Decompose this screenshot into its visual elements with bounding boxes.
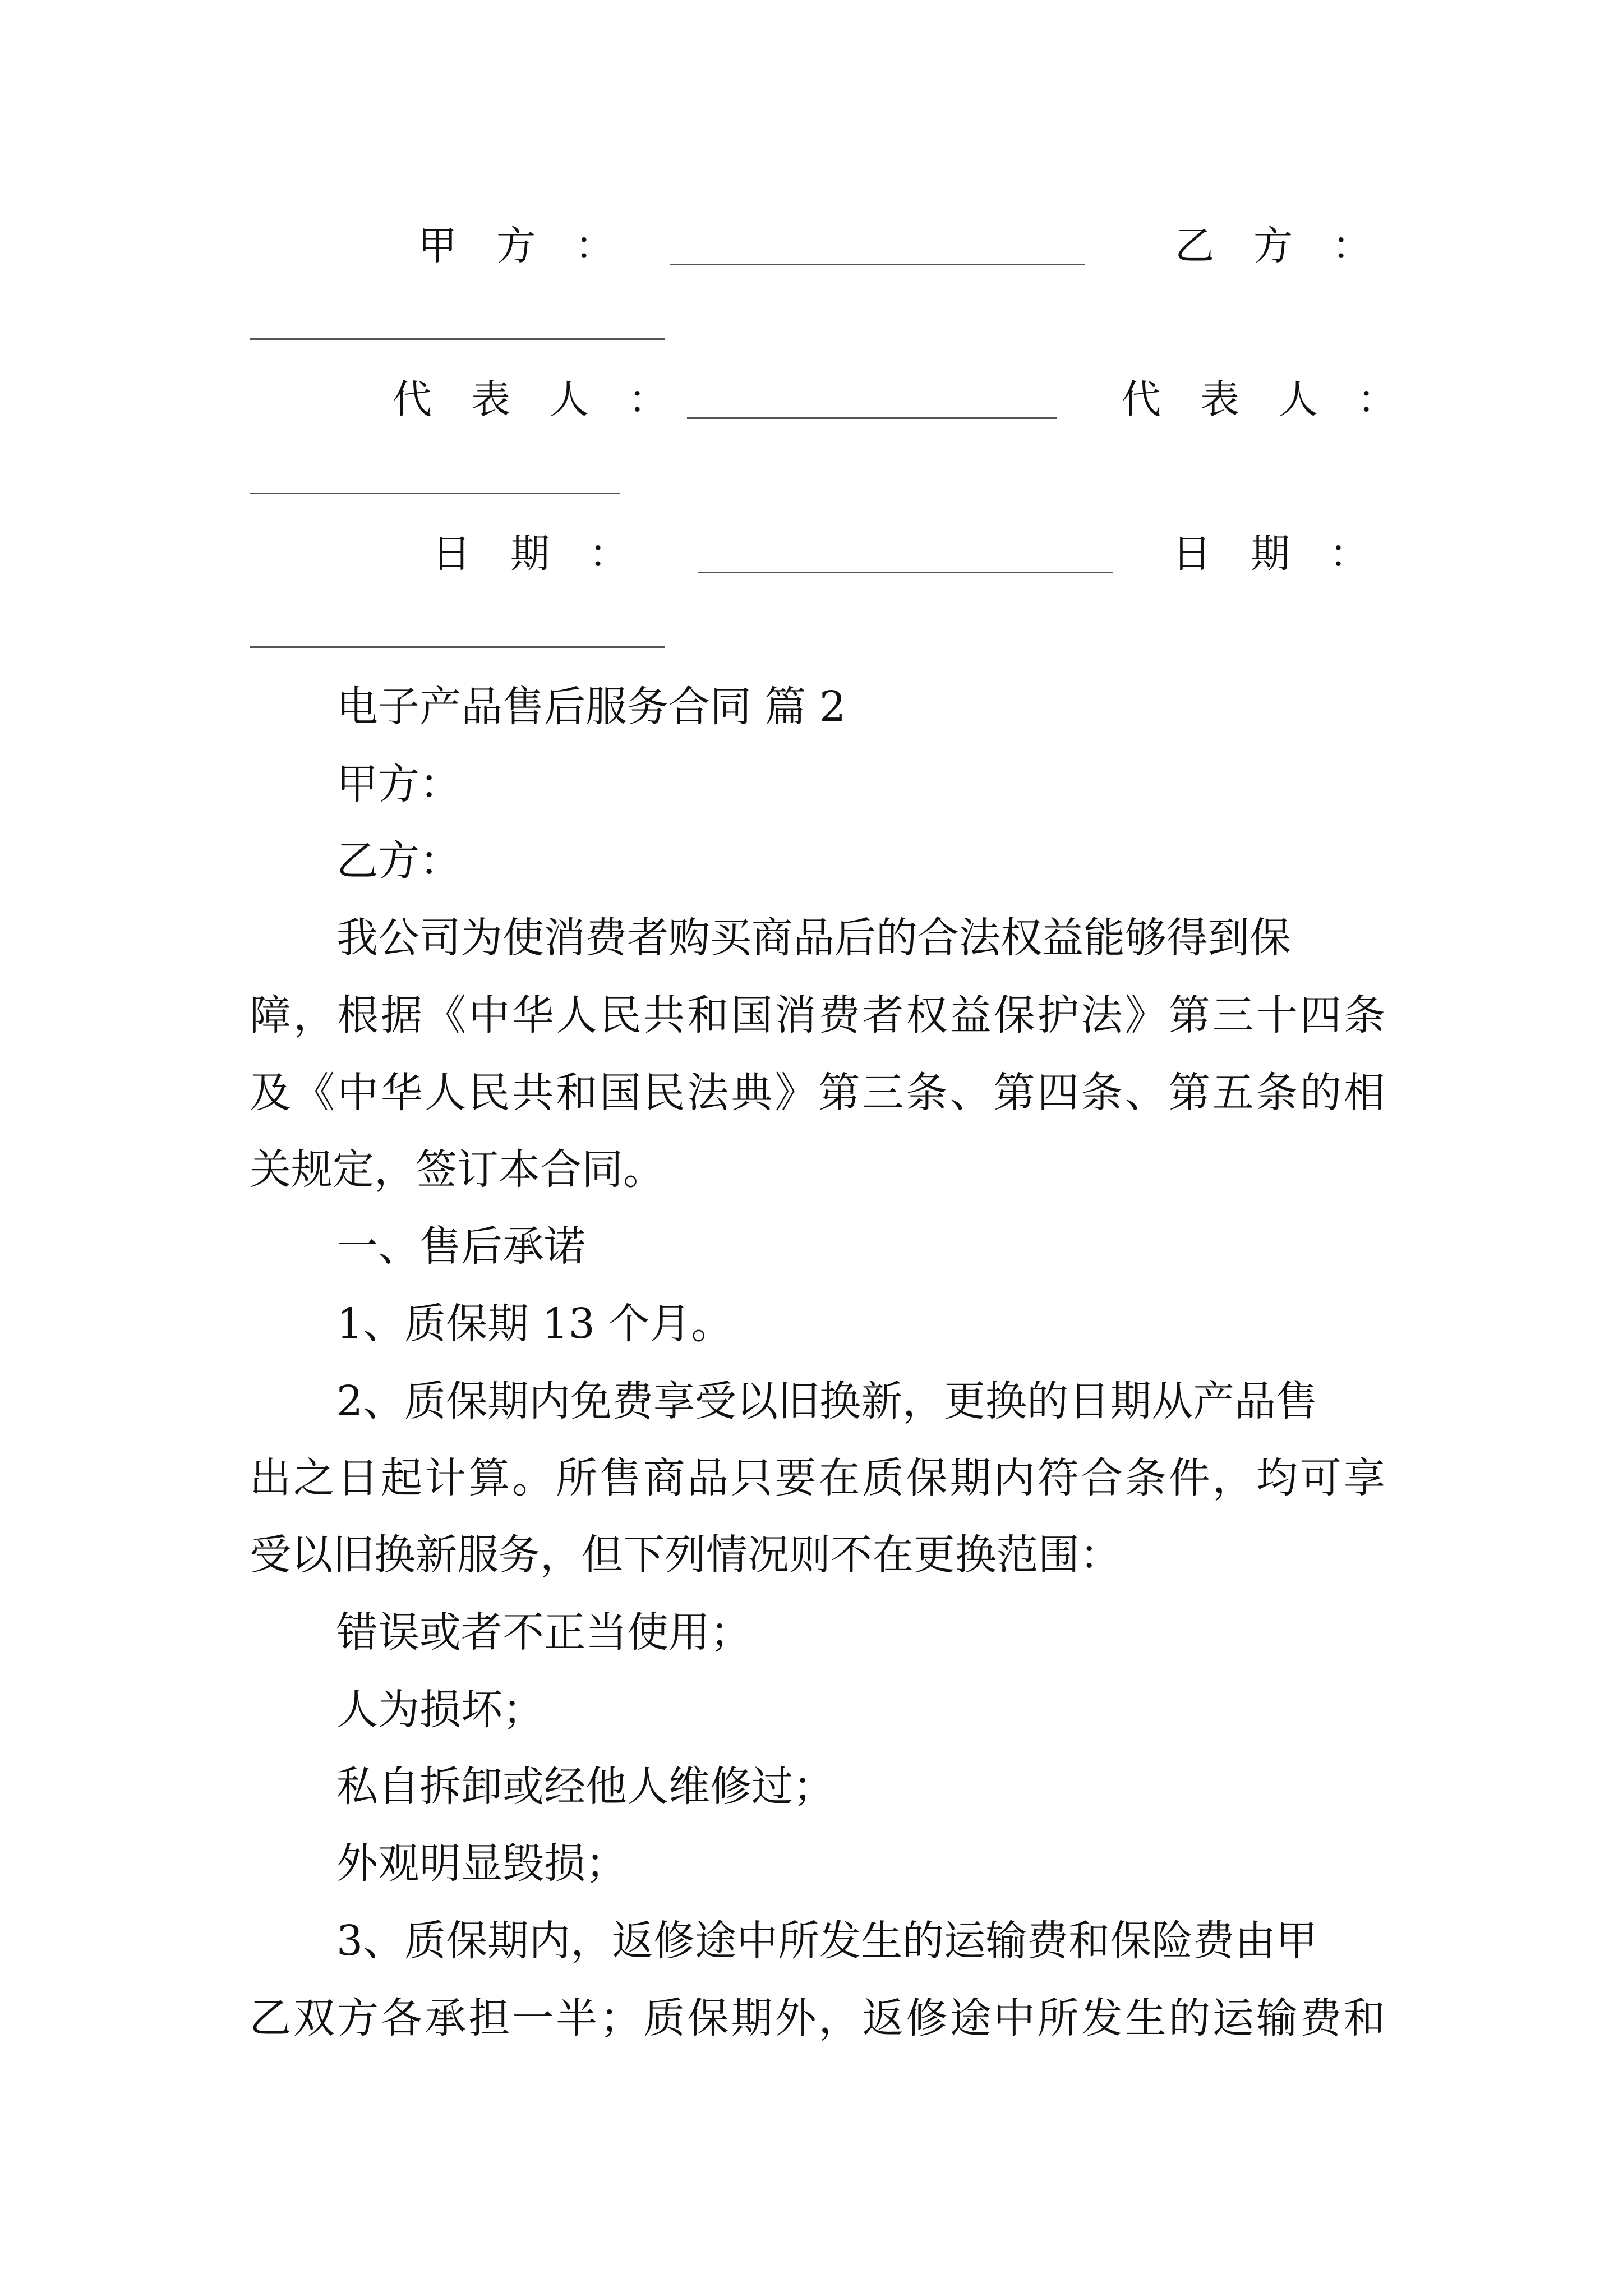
date-a-sign-label: 日 期 ： — [432, 531, 628, 577]
item-2-line-2: 出之日起计算。所售商品只要在质保期内符合条件，均可享 — [250, 1454, 1385, 1502]
party-b-sign-label: 乙 方 ： — [1175, 223, 1371, 269]
item-1: 1、质保期 13 个月。 — [336, 1300, 733, 1348]
exclusion-4: 外观明显毁损； — [336, 1839, 627, 1888]
intro-line-4: 关规定，签订本合同。 — [250, 1145, 665, 1194]
signature-row-representative — [0, 366, 1623, 433]
intro-line-2: 障，根据《中华人民共和国消费者权益保护法》第三十四条 — [250, 991, 1385, 1039]
party-a-sign-line[interactable] — [670, 264, 1085, 265]
rep-a-sign-line[interactable] — [687, 417, 1057, 419]
signature-row-date — [0, 520, 1623, 587]
exclusion-3: 私自拆卸或经他人维修过； — [336, 1763, 834, 1811]
date-b-sign-line[interactable] — [250, 646, 665, 648]
item-2-line-3: 受以旧换新服务，但下列情况则不在更换范围： — [250, 1531, 1121, 1579]
exclusion-1: 错误或者不正当使用； — [336, 1608, 751, 1657]
document-title: 电子产品售后服务合同 篇 2 — [336, 683, 846, 731]
intro-line-3: 及《中华人民共和国民法典》第三条、第四条、第五条的相 — [250, 1069, 1385, 1117]
intro-line-1: 我公司为使消费者购买商品后的合法权益能够得到保 — [336, 914, 1291, 962]
date-a-sign-line[interactable] — [698, 572, 1113, 573]
item-3-line-2: 乙双方各承担一半；质保期外，返修途中所发生的运输费和 — [250, 1994, 1385, 2042]
party-b-sign-line[interactable] — [250, 338, 665, 340]
item-2-line-1: 2、质保期内免费享受以旧换新，更换的日期从产品售 — [336, 1377, 1318, 1425]
exclusion-2: 人为损坏； — [336, 1686, 544, 1734]
party-a-heading: 甲方： — [336, 760, 461, 808]
party-b-heading: 乙方： — [336, 837, 461, 885]
rep-a-sign-label: 代 表 人 ： — [393, 376, 667, 422]
party-a-sign-label: 甲 方 ： — [418, 223, 614, 269]
item-3-line-1: 3、质保期内，返修途中所发生的运输费和保险费由甲 — [336, 1917, 1318, 1965]
date-b-sign-label: 日 期 ： — [1172, 531, 1368, 577]
rep-b-sign-label: 代 表 人 ： — [1122, 376, 1396, 422]
section-1-title: 一、售后承诺 — [336, 1222, 585, 1271]
signature-row-party — [0, 212, 1623, 279]
rep-b-sign-line[interactable] — [250, 493, 620, 494]
